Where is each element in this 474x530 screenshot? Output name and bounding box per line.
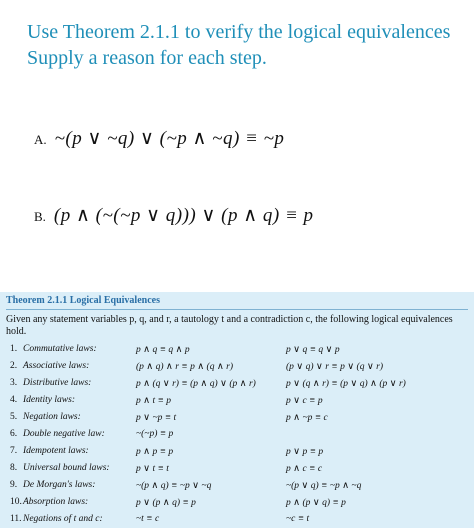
law-name: Associative laws: (23, 361, 90, 371)
laws-list (10, 343, 470, 530)
law-formula-2: p ∨ p ≡ p (286, 447, 324, 457)
law-formula-1: p ∧ (q ∨ r) ≡ (p ∧ q) ∨ (p ∧ r) (136, 379, 256, 389)
law-row (10, 462, 470, 479)
instruction-line-2: Supply a reason for each step. (27, 47, 267, 69)
law-name: Identity laws: (23, 395, 75, 405)
theorem-divider (6, 309, 468, 310)
law-formula-1: p ∧ q ≡ q ∧ p (136, 345, 190, 355)
problem-a-label: A. (34, 132, 47, 147)
theorem-box (0, 292, 474, 528)
law-number: 2. (10, 361, 18, 371)
law-formula-2: p ∨ q ≡ q ∨ p (286, 345, 340, 355)
law-name: Negations of t and c: (23, 514, 103, 524)
law-formula-1: p ∨ (p ∧ q) ≡ p (136, 498, 196, 508)
law-row (10, 428, 470, 445)
law-row (10, 445, 470, 462)
law-row (10, 360, 470, 377)
theorem-title: Theorem 2.1.1 Logical Equivalences (6, 295, 160, 306)
law-formula-1: (p ∧ q) ∧ r ≡ p ∧ (q ∧ r) (136, 362, 234, 372)
law-row (10, 513, 470, 530)
law-name: De Morgan's laws: (23, 480, 96, 490)
law-formula-2: p ∨ c ≡ p (286, 396, 323, 406)
law-row (10, 411, 470, 428)
law-number: 8. (10, 463, 18, 473)
law-number: 4. (10, 395, 18, 405)
law-number: 3. (10, 378, 18, 388)
law-formula-1: ~(p ∧ q) ≡ ~p ∨ ~q (136, 481, 212, 491)
law-number: 1. (10, 344, 18, 354)
problem-a-expression: ~(p ∨ ~q) ∨ (~p ∧ ~q) ≡ ~p (54, 128, 285, 149)
law-name: Absorption laws: (23, 497, 89, 507)
law-formula-1: ~t ≡ c (136, 514, 160, 524)
problem-a (34, 127, 284, 150)
law-number: 6. (10, 429, 18, 439)
law-row (10, 496, 470, 513)
law-formula-1: p ∧ t ≡ p (136, 396, 172, 406)
law-row (10, 343, 470, 360)
law-number: 9. (10, 480, 18, 490)
law-formula-2: p ∧ ~p ≡ c (286, 413, 328, 423)
law-number: 11. (10, 514, 22, 524)
law-name: Idempotent laws: (23, 446, 89, 456)
instruction-line-1: Use Theorem 2.1.1 to verify the logical equivalences (27, 21, 451, 43)
problem-b-label: B. (34, 209, 46, 224)
law-name: Universal bound laws: (23, 463, 110, 473)
law-formula-2: p ∧ (p ∨ q) ≡ p (286, 498, 346, 508)
law-row (10, 479, 470, 496)
law-name: Commutative laws: (23, 344, 97, 354)
problem-b (34, 204, 314, 227)
problem-b-expression: (p ∧ (~(~p ∨ q))) ∨ (p ∧ q) ≡ p (53, 205, 314, 226)
law-name: Negation laws: (23, 412, 81, 422)
law-number: 7. (10, 446, 18, 456)
law-name: Double negative law: (23, 429, 105, 439)
law-row (10, 377, 470, 394)
law-formula-2: ~c ≡ t (286, 514, 310, 524)
law-formula-1: p ∨ ~p ≡ t (136, 413, 177, 423)
law-formula-2: p ∧ c ≡ c (286, 464, 323, 474)
law-formula-1: p ∧ p ≡ p (136, 447, 174, 457)
law-formula-2: p ∨ (q ∧ r) ≡ (p ∨ q) ∧ (p ∨ r) (286, 379, 406, 389)
law-name: Distributive laws: (23, 378, 92, 388)
law-number: 10. (10, 497, 22, 507)
law-formula-2: ~(p ∨ q) ≡ ~p ∧ ~q (286, 481, 362, 491)
law-number: 5. (10, 412, 18, 422)
theorem-intro: Given any statement variables p, q, and r, a tautology t and a contradiction c, the following logical equivalences hold. (6, 314, 453, 337)
law-formula-1: p ∨ t ≡ t (136, 464, 169, 474)
law-formula-2: (p ∨ q) ∨ r ≡ p ∨ (q ∨ r) (286, 362, 384, 372)
law-formula-1: ~(~p) ≡ p (136, 429, 174, 439)
law-row (10, 394, 470, 411)
